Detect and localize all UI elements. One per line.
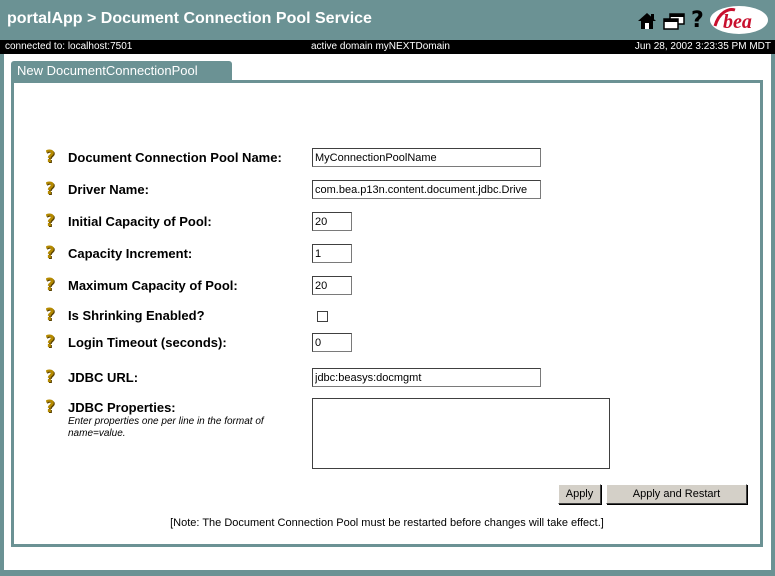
header-icons bbox=[637, 9, 705, 33]
row-login-timeout bbox=[14, 333, 754, 357]
row-pool-name bbox=[14, 148, 754, 172]
jdbc-properties-textarea[interactable] bbox=[312, 398, 610, 469]
pool-name-input[interactable] bbox=[312, 148, 541, 167]
logo-text: bea bbox=[723, 11, 752, 33]
status-bar bbox=[0, 40, 775, 54]
windows-icon[interactable] bbox=[663, 11, 685, 31]
capacity-increment-label: Capacity Increment: bbox=[68, 246, 193, 261]
connection-status: connected to: localhost:7501 bbox=[5, 41, 133, 52]
row-driver-name bbox=[14, 180, 754, 204]
page-title: portalApp > Document Connection Pool Service bbox=[7, 10, 372, 27]
help-icon[interactable]: ? bbox=[45, 147, 55, 167]
bea-logo bbox=[707, 4, 769, 36]
shrinking-label: Is Shrinking Enabled? bbox=[68, 308, 205, 323]
driver-name-input[interactable] bbox=[312, 180, 541, 199]
active-domain: active domain myNEXTDomain bbox=[311, 41, 450, 52]
help-icon[interactable]: ? bbox=[45, 305, 55, 325]
help-icon[interactable]: ? bbox=[45, 179, 55, 199]
jdbc-properties-hint: Enter properties one per line in the format of name=value. bbox=[68, 416, 264, 439]
row-max-capacity bbox=[14, 276, 754, 300]
row-shrinking bbox=[14, 306, 754, 330]
jdbc-url-label: JDBC URL: bbox=[68, 370, 139, 385]
restart-note: [Note: The Document Connection Pool must be restarted before changes will take effect.] bbox=[170, 517, 604, 529]
help-icon[interactable]: ? bbox=[45, 275, 55, 295]
apply-and-restart-button[interactable]: Apply and Restart bbox=[606, 484, 747, 504]
row-jdbc-url bbox=[14, 368, 754, 392]
app-header bbox=[0, 0, 775, 40]
jdbc-properties-label: JDBC Properties: bbox=[68, 400, 176, 415]
max-capacity-input[interactable] bbox=[312, 276, 352, 295]
login-timeout-label: Login Timeout (seconds): bbox=[68, 335, 227, 350]
help-icon[interactable]: ? bbox=[45, 332, 55, 352]
jdbc-url-input[interactable] bbox=[312, 368, 541, 387]
pool-name-label: Document Connection Pool Name: bbox=[68, 150, 282, 165]
form-panel bbox=[11, 80, 763, 547]
tab-new-document-connection-pool[interactable]: New DocumentConnectionPool bbox=[11, 61, 232, 80]
row-initial-capacity bbox=[14, 212, 754, 236]
initial-capacity-label: Initial Capacity of Pool: bbox=[68, 214, 212, 229]
date-time: Jun 28, 2002 3:23:35 PM MDT bbox=[634, 41, 771, 52]
max-capacity-label: Maximum Capacity of Pool: bbox=[68, 278, 238, 293]
row-jdbc-properties bbox=[14, 398, 754, 473]
driver-name-label: Driver Name: bbox=[68, 182, 149, 197]
help-icon[interactable]: ? bbox=[45, 397, 55, 417]
help-icon[interactable]: ? bbox=[45, 367, 55, 387]
row-capacity-increment bbox=[14, 244, 754, 268]
initial-capacity-input[interactable] bbox=[312, 212, 352, 231]
login-timeout-input[interactable] bbox=[312, 333, 352, 352]
help-icon[interactable]: ? bbox=[45, 243, 55, 263]
home-icon[interactable] bbox=[637, 11, 657, 31]
help-icon[interactable]: ? bbox=[691, 8, 704, 33]
help-icon[interactable]: ? bbox=[45, 211, 55, 231]
shrinking-checkbox[interactable] bbox=[317, 311, 328, 322]
apply-button[interactable]: Apply bbox=[558, 484, 601, 504]
capacity-increment-input[interactable] bbox=[312, 244, 352, 263]
